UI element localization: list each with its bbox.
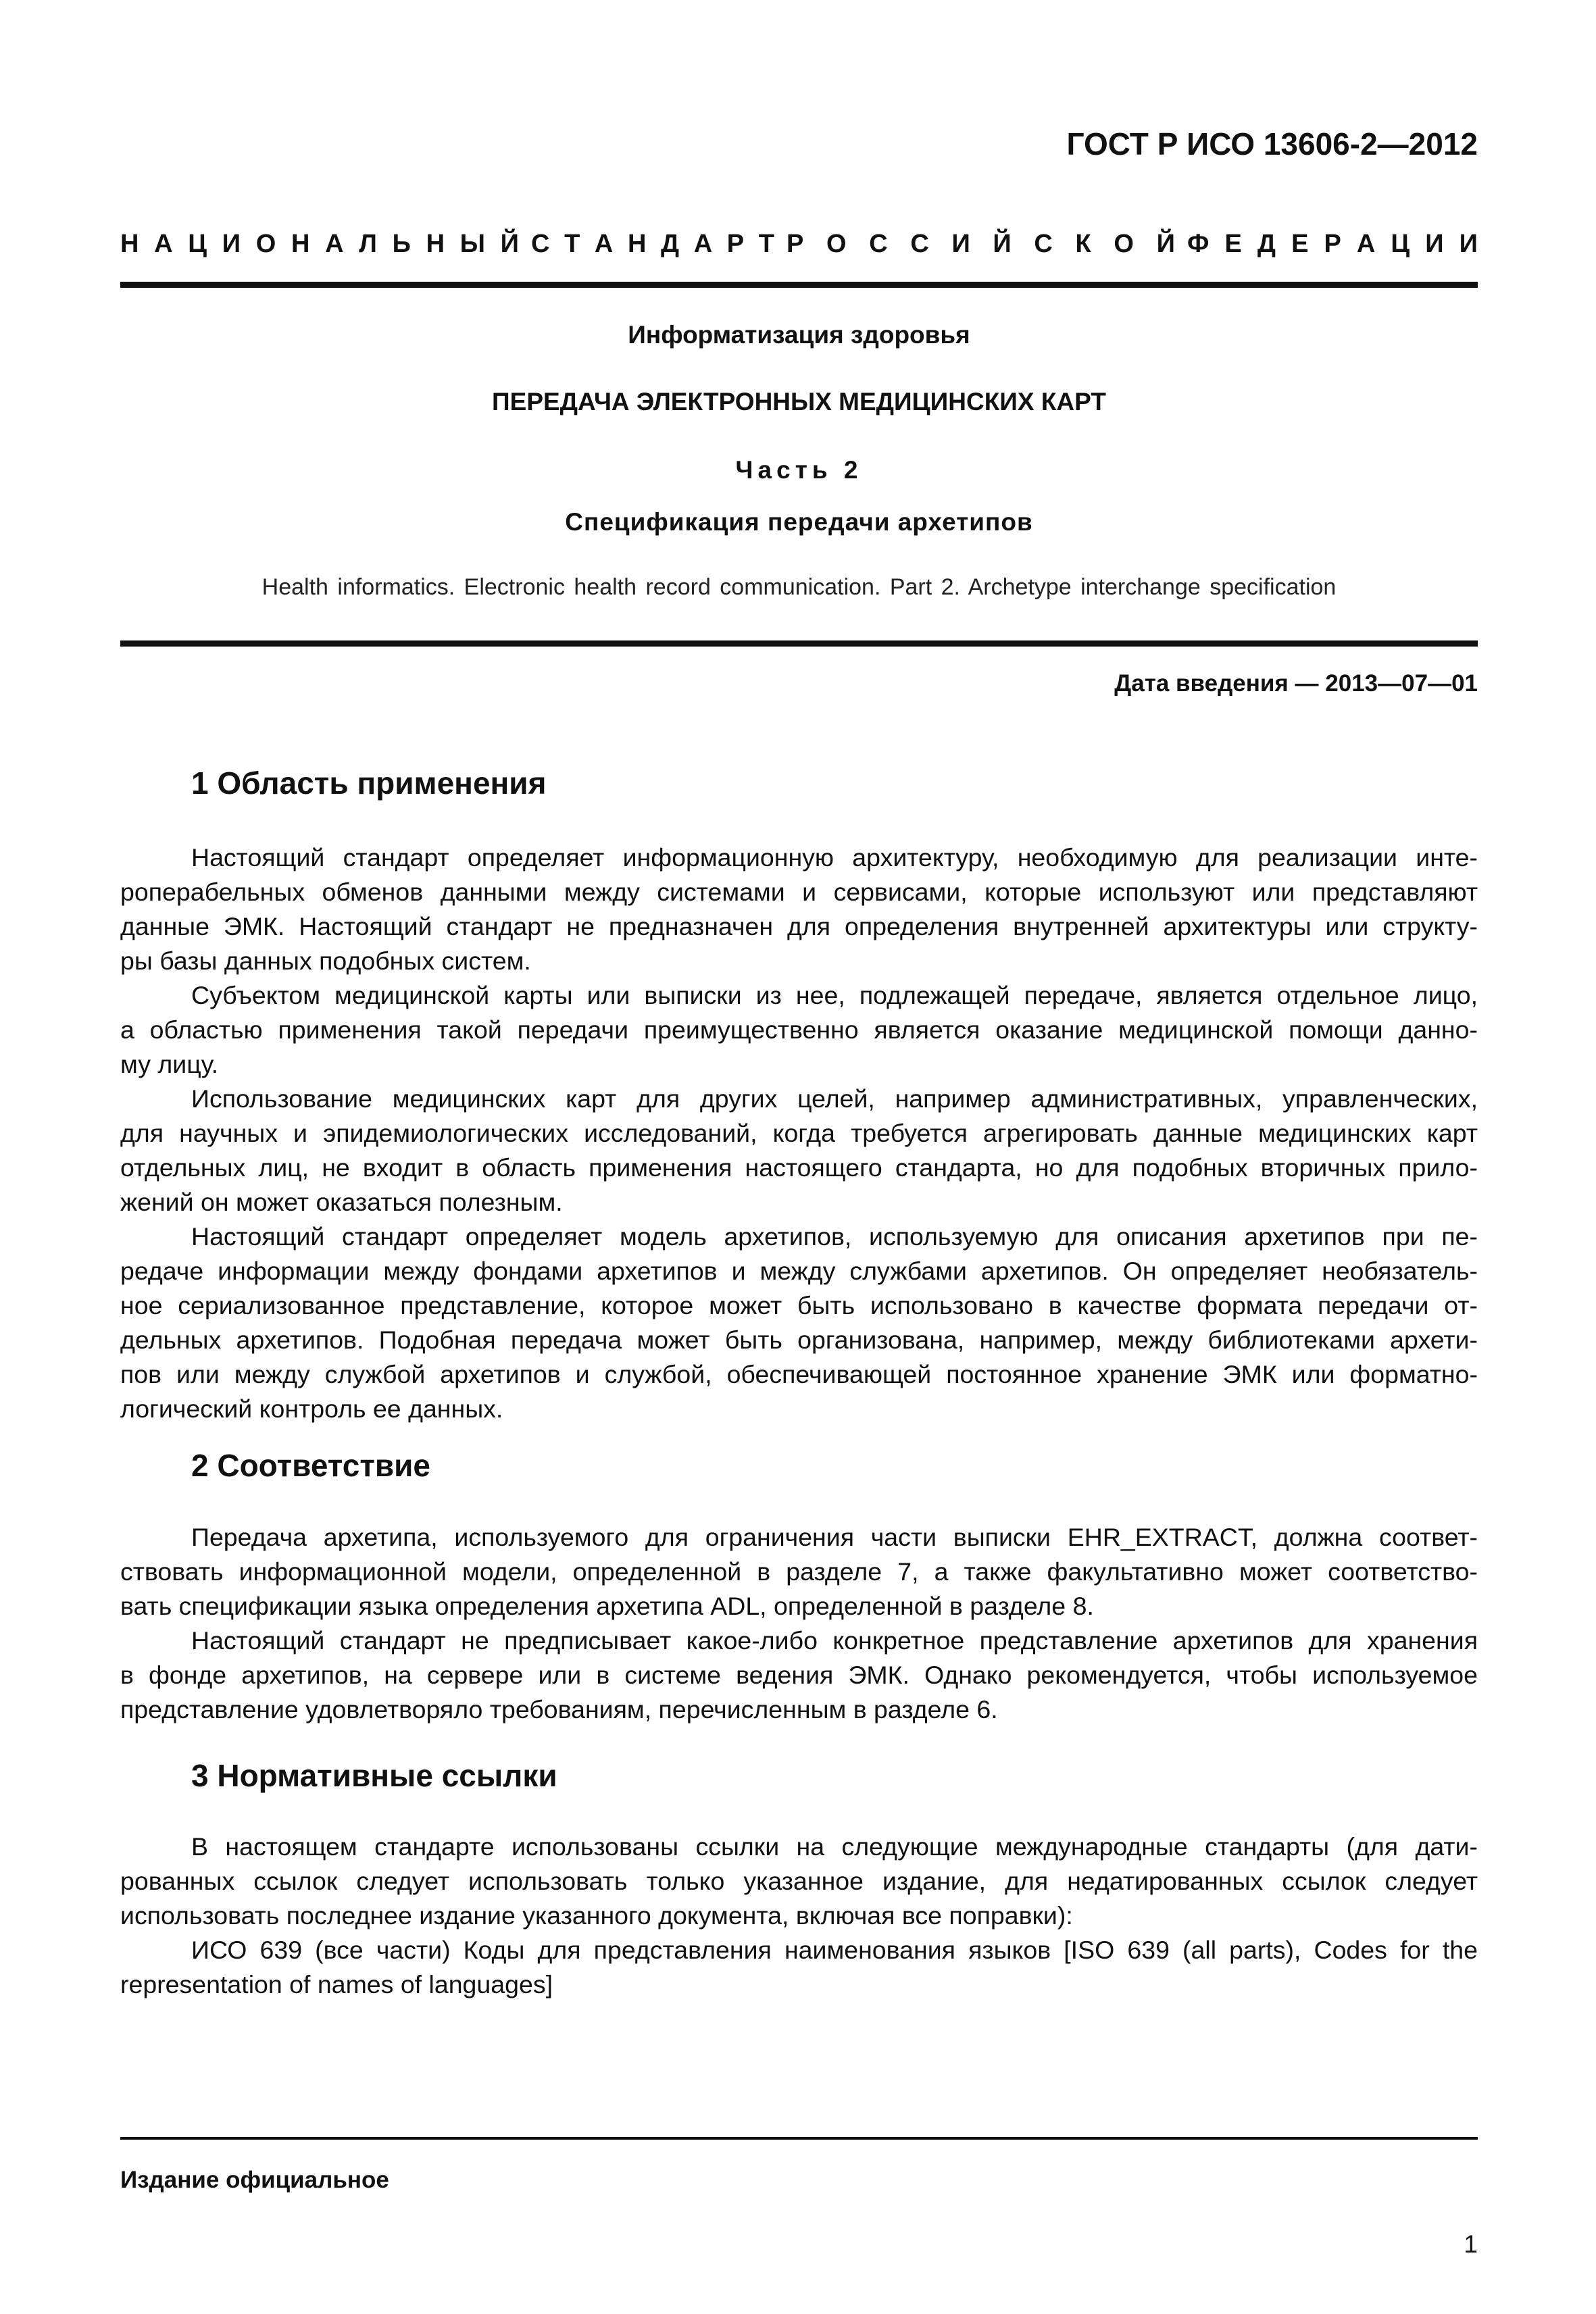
banner-letter: О <box>1114 230 1134 258</box>
official-edition-label: Издание официальное <box>120 2167 389 2193</box>
theme-title: Информатизация здоровья <box>628 321 970 349</box>
text-line: жений он может оказаться полезным. <box>120 1188 563 1216</box>
banner-letter: Н <box>291 230 310 258</box>
text-line: му лицу. <box>120 1050 219 1078</box>
text-line: данные ЭМК. Настоящий стандарт не предназначен для определения внутренней архитектуры или структу- <box>120 912 1478 940</box>
banner-letter: Н <box>120 230 139 258</box>
text-line: представление удовлетворяло требованиям, перечисленным в разделе 6. <box>120 1695 998 1724</box>
banner-word <box>531 230 774 259</box>
text-line: роперабельных обменов данными между системами и сервисами, которые используют или представляют <box>120 878 1478 906</box>
section-body <box>120 1520 1478 1727</box>
text-line: для научных и эпидемиологических исследований, когда требуется агрегировать данные медицинских карт <box>120 1119 1478 1147</box>
banner-letter: И <box>1425 230 1444 258</box>
text-line: ствовать информационной модели, определенной в разделе 7, а также факультативно может соответство- <box>120 1557 1478 1586</box>
banner-letter: Р <box>726 230 745 258</box>
main-title: ПЕРЕДАЧА ЭЛЕКТРОННЫХ МЕДИЦИНСКИХ КАРТ <box>492 388 1106 416</box>
banner-letter: Е <box>1224 230 1242 258</box>
part-title: Часть 2 <box>735 456 863 484</box>
text-line: representation of names of languages] <box>120 1970 553 1998</box>
paragraph <box>120 1520 1478 1624</box>
subtitle: Спецификация передачи архетипов <box>565 508 1033 536</box>
banner-letter: А <box>594 230 614 258</box>
text-line: В настоящем стандарте использованы ссылки на следующие международные стандарты (для дати- <box>191 1832 1478 1861</box>
text-line: вать спецификации языка определения архетипа ADL, определенной в разделе 8. <box>120 1592 1094 1620</box>
text-line: дельных архетипов. Подобная передача может быть организована, например, между библиотеками архети- <box>120 1326 1478 1354</box>
text-line: редаче информации между фондами архетипов и между службами архетипов. Он определяет необязатель- <box>120 1257 1478 1285</box>
text-line: использовать последнее издание указанного документа, включая все поправки): <box>120 1901 1073 1930</box>
document-number: ГОСТ Р ИСО 13606-2—2012 <box>1066 126 1478 161</box>
banner-letter: С <box>531 230 550 258</box>
banner-letter: А <box>693 230 713 258</box>
introduction-date: Дата введения — 2013—07—01 <box>1114 670 1478 697</box>
banner-letter: А <box>154 230 173 258</box>
banner-letter: А <box>325 230 344 258</box>
paragraph <box>120 840 1478 978</box>
text-line: Передача архетипа, используемого для ограничения части выписки EHR_EXTRACT, должна соответ- <box>191 1523 1478 1551</box>
national-standard-banner <box>120 230 1478 259</box>
paragraph <box>120 1624 1478 1727</box>
title-divider <box>120 640 1478 647</box>
banner-letter: Й <box>993 230 1012 258</box>
banner-letter: И <box>1459 230 1478 258</box>
banner-letter: А <box>1356 230 1376 258</box>
text-line: отдельных лиц, не входит в область применения настоящего стандарта, но для подобных вторичных прило- <box>120 1153 1478 1182</box>
paragraph <box>120 1830 1478 1933</box>
banner-letter: Н <box>426 230 445 258</box>
section-heading: 2 Соответствие <box>191 1448 430 1483</box>
banner-letter: С <box>910 230 929 258</box>
section-body <box>120 1830 1478 2002</box>
section-heading: 1 Область применения <box>191 765 547 801</box>
text-line: в фонде архетипов, на сервере или в системе ведения ЭМК. Однако рекомендуется, чтобы используемое <box>120 1661 1478 1689</box>
text-line: Настоящий стандарт не предписывает какое-либо конкретное представление архетипов для хранения <box>191 1626 1478 1655</box>
banner-letter: О <box>255 230 276 258</box>
text-line: пов или между службой архетипов и службой, обеспечивающей постоянное хранение ЭМК или форматно- <box>120 1360 1478 1388</box>
banner-word <box>1187 230 1478 259</box>
banner-letter: Ф <box>1187 230 1210 258</box>
text-line: ное сериализованное представление, которое может быть использовано в качестве формата передачи от- <box>120 1291 1478 1319</box>
banner-letter: Й <box>1156 230 1175 258</box>
text-line: рованных ссылок следует использовать только указанное издание, для недатированных ссылок следует <box>120 1867 1478 1895</box>
banner-letter: Ь <box>392 230 411 258</box>
header-divider <box>120 282 1478 288</box>
text-line: Использование медицинских карт для других целей, например административных, управленческих, <box>191 1084 1478 1113</box>
banner-letter: Ц <box>188 230 207 258</box>
banner-letter: Е <box>1291 230 1309 258</box>
banner-letter: О <box>826 230 847 258</box>
paragraph <box>120 1082 1478 1219</box>
banner-letter: И <box>222 230 241 258</box>
section-heading: 3 Нормативные ссылки <box>191 1758 557 1793</box>
banner-letter: Д <box>1257 230 1276 258</box>
banner-letter: С <box>869 230 888 258</box>
text-line: Настоящий стандарт определяет модель архетипов, используемую для описания архетипов при пе- <box>191 1222 1478 1251</box>
banner-word <box>120 230 519 259</box>
banner-letter: Л <box>359 230 377 258</box>
banner-letter: Ц <box>1391 230 1410 258</box>
page-number: 1 <box>1464 2230 1478 2258</box>
banner-word <box>787 230 1175 259</box>
banner-letter: Й <box>500 230 519 258</box>
text-line: Настоящий стандарт определяет информационную архитектуру, необходимую для реализации инте- <box>191 843 1478 872</box>
paragraph <box>120 1933 1478 2002</box>
banner-letter: С <box>1034 230 1053 258</box>
text-line: логический контроль ее данных. <box>120 1394 503 1423</box>
banner-letter: И <box>951 230 970 258</box>
banner-letter: Т <box>758 230 774 258</box>
paragraph <box>120 978 1478 1082</box>
english-title: Health informatics. Electronic health record communication. Part 2. Archetype interchange specification <box>261 574 1337 600</box>
banner-letter: К <box>1075 230 1091 258</box>
banner-letter: Р <box>787 230 804 258</box>
text-line: Субъектом медицинской карты или выписки из нее, подлежащей передаче, является отдельное лицо, <box>191 981 1478 1009</box>
text-line: а областью применения такой передачи преимущественно является оказание медицинской помощи данно- <box>120 1015 1478 1044</box>
footer-divider <box>120 2137 1478 2140</box>
text-line: ры базы данных подобных систем. <box>120 947 531 975</box>
banner-letter: Ы <box>459 230 485 258</box>
section-body <box>120 840 1478 1426</box>
banner-letter: Р <box>1324 230 1341 258</box>
banner-letter: Д <box>661 230 680 258</box>
text-line: ИСО 639 (все части) Коды для представления наименования языков [ISO 639 (all parts), Codes for the <box>191 1936 1478 1964</box>
banner-letter: Н <box>627 230 647 258</box>
banner-letter: Т <box>564 230 580 258</box>
paragraph <box>120 1219 1478 1426</box>
